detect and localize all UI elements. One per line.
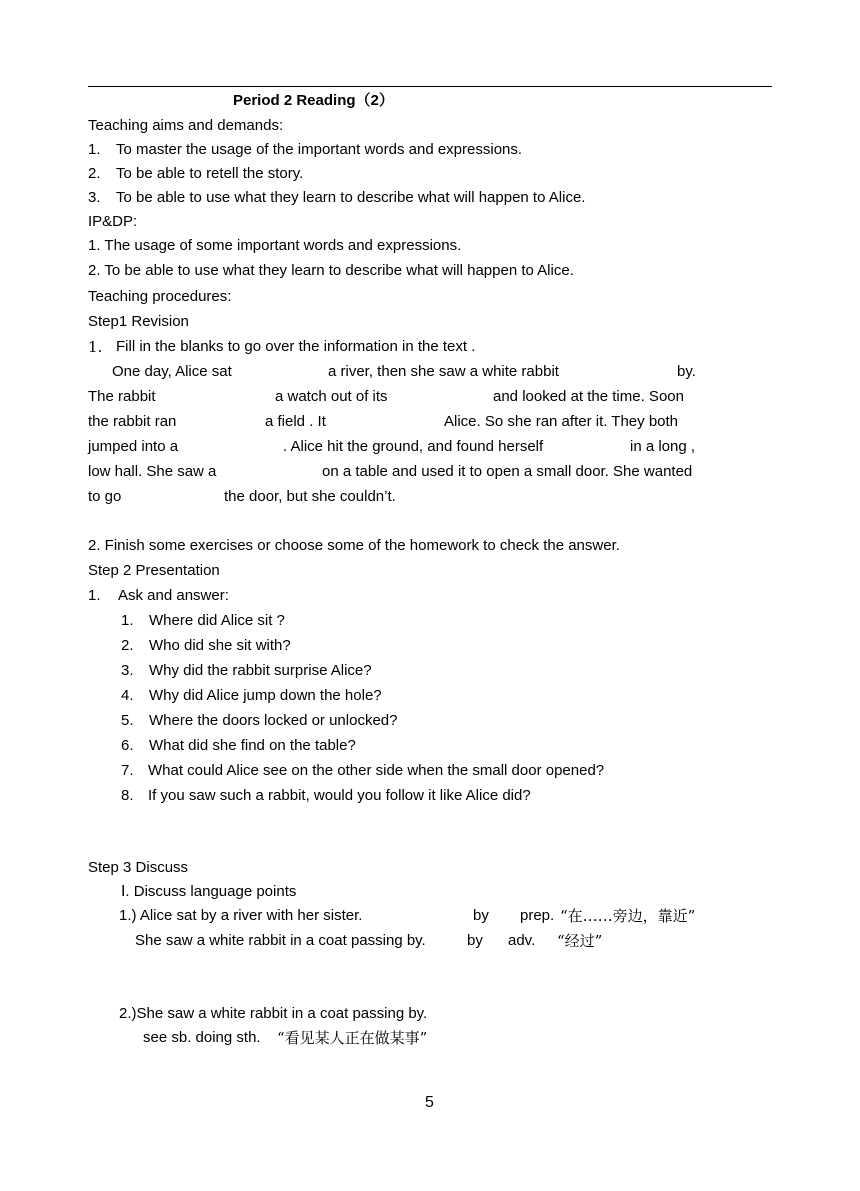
list-item: To be able to retell the story. [116,165,304,182]
question-number: 6. [121,737,134,754]
list-number: 1. [88,141,101,158]
ipdp-item: 1. The usage of some important words and expressions. [88,237,462,254]
page-title: Period 2 Reading（2） [233,92,394,109]
point1b-sentence: She saw a white rabbit in a coat passing by. [135,932,426,949]
passage-text: a watch out of its [275,388,388,405]
list-number: 1. [88,338,103,356]
step2-heading: Step 2 Presentation [88,562,220,579]
procedures-heading: Teaching procedures: [88,288,232,305]
step1-item1: Fill in the blanks to go over the information in the text . [116,338,476,355]
question-number: 8. [121,787,134,804]
passage-text: in a long , [630,438,696,455]
header-rule [88,86,772,87]
passage-text: the door, but she couldn’t. [224,488,396,505]
question-text: Why did Alice jump down the hole? [149,687,382,704]
question-number: 2. [121,637,134,654]
step3-subheading: Ⅰ. Discuss language points [121,883,297,900]
point1b-meaning: “经过” [557,932,603,950]
ipdp-item: 2. To be able to use what they learn to describe what will happen to Alice. [88,262,574,279]
passage-text: The rabbit [88,388,156,405]
question-number: 4. [121,687,134,704]
question-text: If you saw such a rabbit, would you follow it like Alice did? [148,787,531,804]
point2-sentence: 2.)She saw a white rabbit in a coat passing by. [119,1005,428,1022]
passage-text: jumped into a [88,438,179,455]
question-number: 7. [121,762,134,779]
list-item: To be able to use what they learn to describe what will happen to Alice. [116,189,586,206]
list-item: To master the usage of the important words and expressions. [116,141,523,158]
point1-meaning: “在……旁边，靠近” [560,907,696,925]
passage-text: a river, then she saw a white rabbit [328,363,559,380]
question-number: 3. [121,662,134,679]
page-number: 5 [425,1094,434,1111]
point1-sentence: 1.) Alice sat by a river with her sister. [119,907,363,924]
point2-meaning: “看见某人正在做某事” [277,1029,428,1047]
list-number: 1. [88,587,101,604]
question-text: Who did she sit with? [149,637,291,654]
passage-text: a field . It [265,413,326,430]
passage-text: One day, Alice sat [112,363,232,380]
passage-text: . Alice hit the ground, and found herself [283,438,544,455]
question-text: Why did the rabbit surprise Alice? [149,662,372,679]
point2-pattern: see sb. doing sth. [143,1029,261,1046]
point1b-word: by [467,932,483,949]
question-text: What could Alice see on the other side when the small door opened? [148,762,605,779]
passage-text: on a table and used it to open a small door. She wanted [322,463,693,480]
step1-item2: 2. Finish some exercises or choose some of the homework to check the answer. [88,537,620,554]
passage-text: the rabbit ran [88,413,177,430]
question-text: What did she find on the table? [149,737,356,754]
question-text: Where did Alice sit ? [149,612,285,629]
step3-heading: Step 3 Discuss [88,859,189,876]
point1-pos: prep. [520,907,555,924]
step2-item1: Ask and answer: [118,587,229,604]
question-number: 1. [121,612,134,629]
list-number: 3. [88,189,101,206]
question-number: 5. [121,712,134,729]
list-number: 2. [88,165,101,182]
passage-text: by. [677,363,696,380]
passage-text: Alice. So she ran after it. They both [444,413,679,430]
step1-heading: Step1 Revision [88,313,189,330]
aims-heading: Teaching aims and demands: [88,117,284,134]
passage-text: low hall. She saw a [88,463,217,480]
ipdp-heading: IP&DP: [88,213,138,230]
point1-word: by [473,907,489,924]
passage-text: to go [88,488,122,505]
question-text: Where the doors locked or unlocked? [149,712,398,729]
point1b-pos: adv. [508,932,536,949]
passage-text: and looked at the time. Soon [493,388,684,405]
